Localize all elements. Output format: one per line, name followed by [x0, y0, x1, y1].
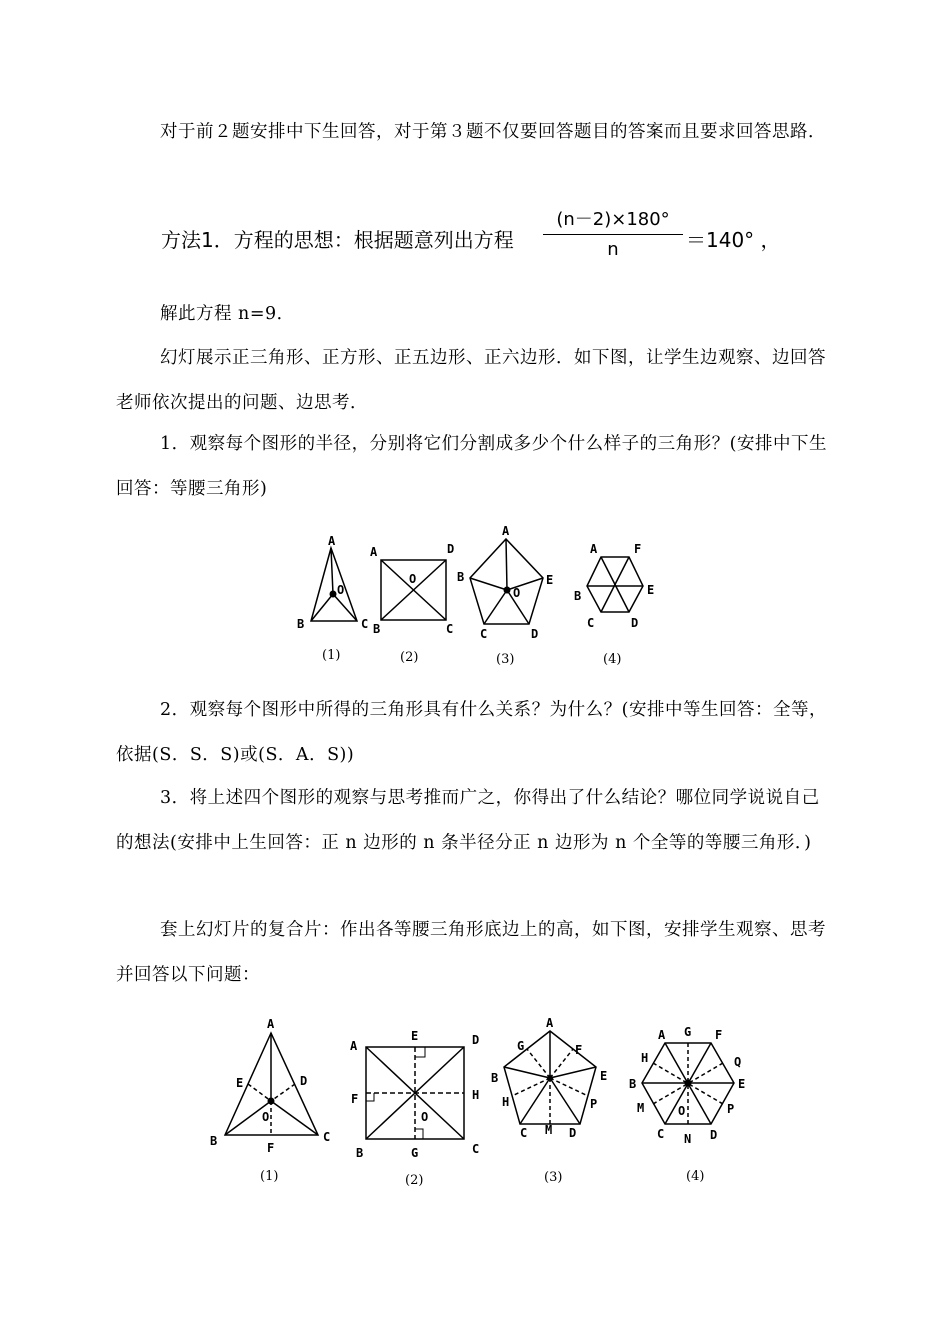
label: C — [361, 617, 369, 631]
label: E — [647, 583, 655, 597]
label: D — [531, 627, 539, 641]
label: C — [587, 616, 595, 630]
label: D — [472, 1033, 480, 1047]
paragraph-1: 对于前２题安排中下生回答，对于第３题不仅要回答题目的答案而且要求回答思路． — [160, 122, 826, 142]
figure-caption: (3) — [544, 1170, 563, 1185]
figure-caption: (2) — [400, 650, 419, 665]
label: P — [727, 1102, 735, 1116]
label: G — [684, 1025, 692, 1039]
label: A — [350, 1039, 358, 1053]
label: A — [502, 524, 510, 538]
figure-caption: (1) — [322, 648, 341, 663]
label: O — [262, 1110, 270, 1124]
label: A — [546, 1016, 554, 1030]
label: C — [480, 627, 488, 641]
label: B — [457, 570, 465, 584]
label: C — [472, 1142, 480, 1156]
label: O — [421, 1110, 429, 1124]
label: O — [409, 572, 417, 586]
center-dot — [547, 1075, 553, 1081]
figure-caption: (3) — [496, 652, 515, 667]
label: F — [575, 1043, 583, 1057]
paragraph-6: 3．将上述四个图形的观察与思考推而广之，你得出了什么结论？哪位同学说说自己的想法(安排中上生回答：正 n 边形的 n 条半径分正 n 边形为 n 个全等的等腰三角形．) — [116, 788, 820, 853]
label: A — [658, 1028, 666, 1042]
label: A — [590, 542, 598, 556]
label: D — [710, 1128, 718, 1142]
label: B — [356, 1146, 364, 1160]
label: F — [351, 1092, 359, 1106]
label: C — [657, 1127, 665, 1141]
label: B — [491, 1071, 499, 1085]
equation-rhs: ＝140° ， — [686, 228, 781, 252]
label: B — [574, 589, 582, 603]
label: H — [472, 1088, 480, 1102]
label: E — [546, 573, 554, 587]
paragraph-2: 解此方程 n=9． — [160, 304, 295, 324]
center-dot — [268, 1098, 275, 1105]
label: A — [267, 1017, 275, 1031]
paragraph-7: 套上幻灯片的复合片：作出各等腰三角形底边上的高，如下图，安排学生观察、思考并回答以下问题： — [116, 920, 826, 985]
paragraph-3: 幻灯展示正三角形、正方形、正五边形、正六边形．如下图，让学生边观察、边回答老师依次提出的问题、边思考． — [116, 348, 826, 413]
figure-caption: (1) — [260, 1169, 279, 1184]
label: E — [600, 1069, 608, 1083]
label: H — [641, 1051, 649, 1065]
label: B — [373, 622, 381, 636]
label: C — [446, 622, 454, 636]
label: N — [684, 1132, 692, 1146]
figure-caption: (4) — [603, 652, 622, 667]
label: P — [590, 1097, 598, 1111]
label: F — [634, 542, 642, 556]
label: E — [236, 1076, 244, 1090]
label: O — [513, 586, 521, 600]
label: E — [738, 1077, 746, 1091]
label: H — [502, 1095, 510, 1109]
label: O — [678, 1104, 686, 1118]
label: M — [637, 1101, 645, 1115]
label: D — [631, 616, 639, 630]
fraction-numerator: (n－2)×180° — [556, 209, 670, 230]
equation-lead: 方法1．方程的思想：根据题意列出方程 — [161, 228, 514, 252]
label: G — [517, 1039, 525, 1053]
paragraph-4: 1．观察每个图形的半径，分别将它们分割成多少个什么样子的三角形？(安排中下生回答：等腰三角形) — [116, 434, 827, 499]
paragraph-5: 2．观察每个图形中所得的三角形具有什么关系？为什么？(安排中等生回答：全等，依据(S．S．S)或(S．A．S)) — [116, 700, 827, 765]
center-dot — [685, 1080, 692, 1087]
label: A — [370, 545, 378, 559]
label: O — [337, 583, 345, 597]
label: Q — [734, 1055, 742, 1069]
label: D — [569, 1126, 577, 1140]
label: F — [715, 1028, 723, 1042]
label: B — [629, 1077, 637, 1091]
label: E — [411, 1029, 419, 1043]
label: D — [300, 1074, 308, 1088]
label: M — [545, 1123, 553, 1137]
label: B — [297, 617, 305, 631]
label: A — [328, 534, 336, 548]
figure-caption: (4) — [686, 1169, 705, 1184]
label: F — [267, 1141, 275, 1155]
label: C — [323, 1130, 331, 1144]
label: D — [447, 542, 455, 556]
figure-caption: (2) — [405, 1173, 424, 1188]
label: B — [210, 1134, 218, 1148]
label: C — [520, 1126, 528, 1140]
label: G — [411, 1146, 419, 1160]
fraction-denominator: n — [607, 239, 619, 260]
